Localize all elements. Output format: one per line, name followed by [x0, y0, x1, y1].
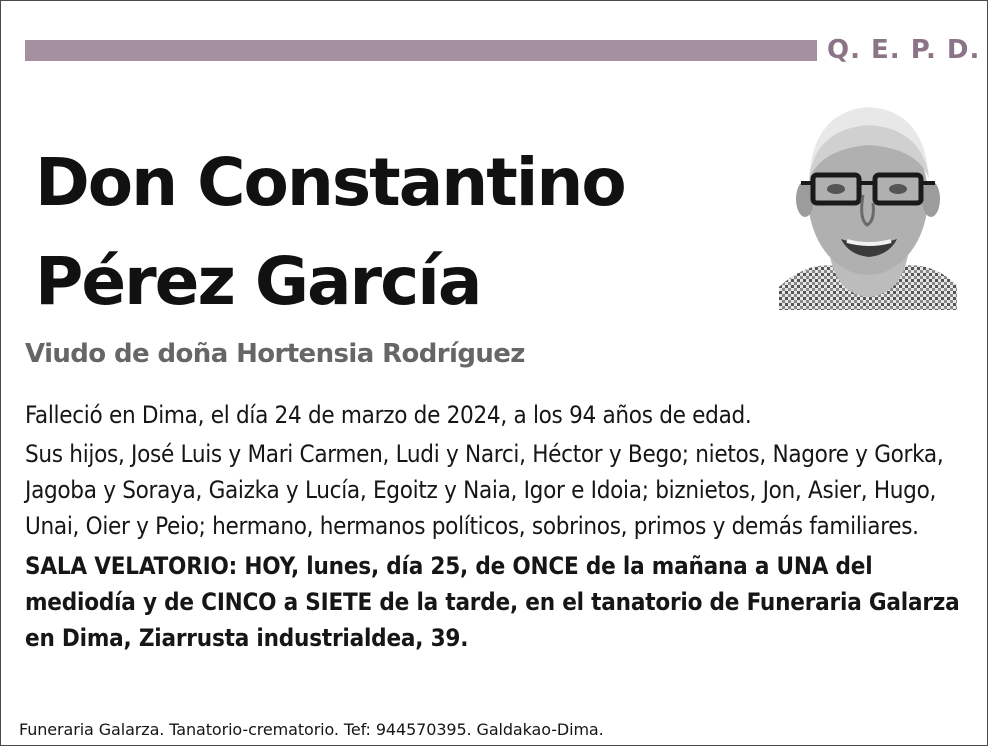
qepd-label: Q. E. P. D.	[827, 35, 981, 65]
header-accent-bar	[25, 40, 817, 61]
funeral-home-footer: Funeraria Galarza. Tanatorio-crematorio. Tef: 944570395. Galdakao-Dima.	[19, 720, 604, 739]
name-line-1: Don Constantino	[35, 144, 625, 221]
wake-details: SALA VELATORIO: HOY, lunes, día 25, de ONCE de la mañana a UNA del mediodía y de CINCO a SIETE de la tarde, en el tanatorio de Funeraria Galarza en Dima, Ziarrusta industrialdea, 39.	[25, 552, 960, 652]
portrait-photo	[779, 99, 957, 310]
deceased-name	[35, 133, 775, 331]
name-line-2: Pérez García	[35, 243, 481, 320]
death-notice: Falleció en Dima, el día 24 de marzo de 2024, a los 94 años de edad.	[25, 401, 752, 429]
obituary-body	[25, 397, 969, 656]
widower-subtitle: Viudo de doña Hortensia Rodríguez	[25, 339, 525, 369]
family-list: Sus hijos, José Luis y Mari Carmen, Ludi y Narci, Héctor y Bego; nietos, Nagore y Gorka, Jagoba y Soraya, Gaizka y Lucía, Egoitz y Naia, Igor e Idoia; biznietos, Jon, Asier, Hugo, Unai, Oier y Peio; hermano, hermanos políticos, sobrinos, primos y demás familiares.	[25, 440, 944, 540]
